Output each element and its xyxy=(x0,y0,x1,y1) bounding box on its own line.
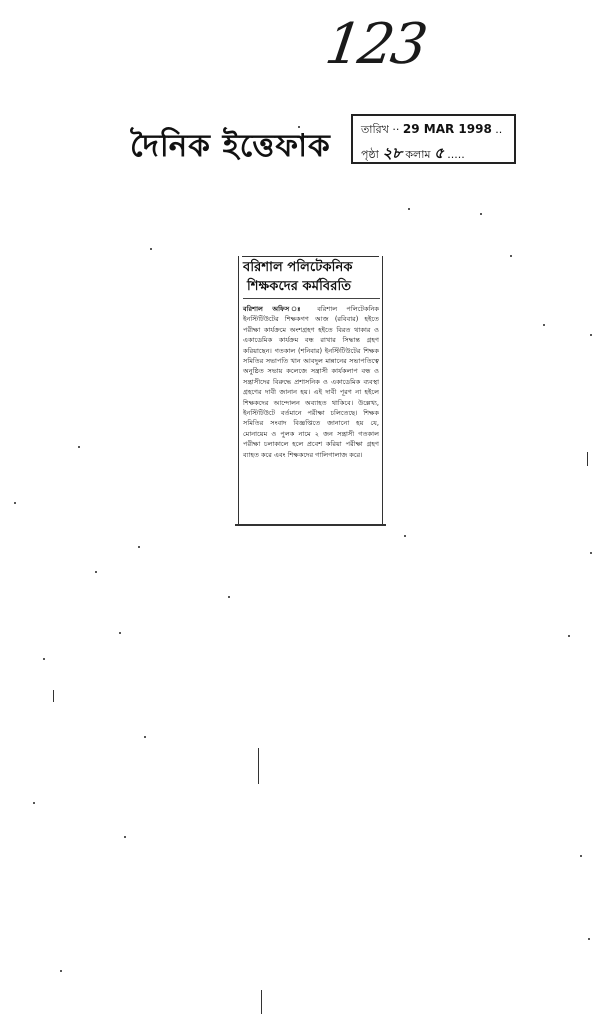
stamp-date-value: 29 MAR 1998 xyxy=(402,122,492,136)
article-body xyxy=(243,304,379,460)
clip-top-rule xyxy=(242,256,379,257)
article-dateline: বরিশাল অফিস ঃ xyxy=(243,305,308,313)
date-stamp xyxy=(351,114,516,164)
article-headline xyxy=(243,258,380,299)
stamp-column-label: কলাম xyxy=(405,148,431,161)
stamp-date-row: তারিখ ·· 29 MAR 1998 .. xyxy=(361,122,503,136)
clip-bottom-rule xyxy=(235,524,386,526)
stamp-page-value: ২৮ xyxy=(382,144,402,162)
headline-line-1: বরিশাল পলিটেকনিক xyxy=(243,260,353,275)
newspaper-masthead: দৈনিক ইত্তেফাক xyxy=(130,128,331,164)
stamp-page-row: পৃষ্ঠা ২৮ কলাম ৫ ..... xyxy=(361,144,465,162)
stamp-page-label: পৃষ্ঠা xyxy=(361,148,379,161)
stamp-date-label: তারিখ xyxy=(361,123,389,136)
article-text: বরিশাল পলিটেকনিক ইনস্টিটিউটের শিক্ষকগণ আজ (রবিবার) হইতে পরীক্ষা কার্যক্রমে অংশগ্রহণ হইতে বিরত থাকার ও একাডেমিক কার্যক্রম বন্ধ রাখার সিদ্ধান্ত গ্রহণ করিয়াছেন। গতকাল (শনিবার) ইনস্টিটিউটের শিক্ষক সমিতির সভাপতি খান আবদুল মান্নানের সভাপতিত্বে অনুষ্ঠিত সভায় কলেজে সন্ত্রাসী কার্যকলাপ বন্ধ ও সন্ত্রাসীদের বিরুদ্ধে প্রশাসনিক ও একাডেমিক ব্যবস্থা গ্রহণের দাবী জানান হয়। এই দাবী পূরণ না হইলে শিক্ষকদের আন্দোলন অব্যাহত থাকিবে। উল্লেখ্য, ইনস্টিটিউটে বর্তমানে পরীক্ষা চলিতেছে। শিক্ষক সমিতির সংবাদ বিজ্ঞপ্তিতে জানানো হয় যে, মোনায়েম ও পুলক নামে ২ জন সন্ত্রাসী গতকাল পরীক্ষা চলাকালে হলে প্রবেশ করিয়া পরীক্ষা গ্রহণ ব্যাহত করে এবং শিক্ষকদের গালিগালাজ করে। xyxy=(243,305,379,459)
headline-line-2: শিক্ষকদের কর্মবিরতি xyxy=(247,279,352,294)
newspaper-clipping xyxy=(238,256,383,526)
stamp-column-value: ৫ xyxy=(434,144,444,162)
page-number: 123 xyxy=(321,12,429,77)
